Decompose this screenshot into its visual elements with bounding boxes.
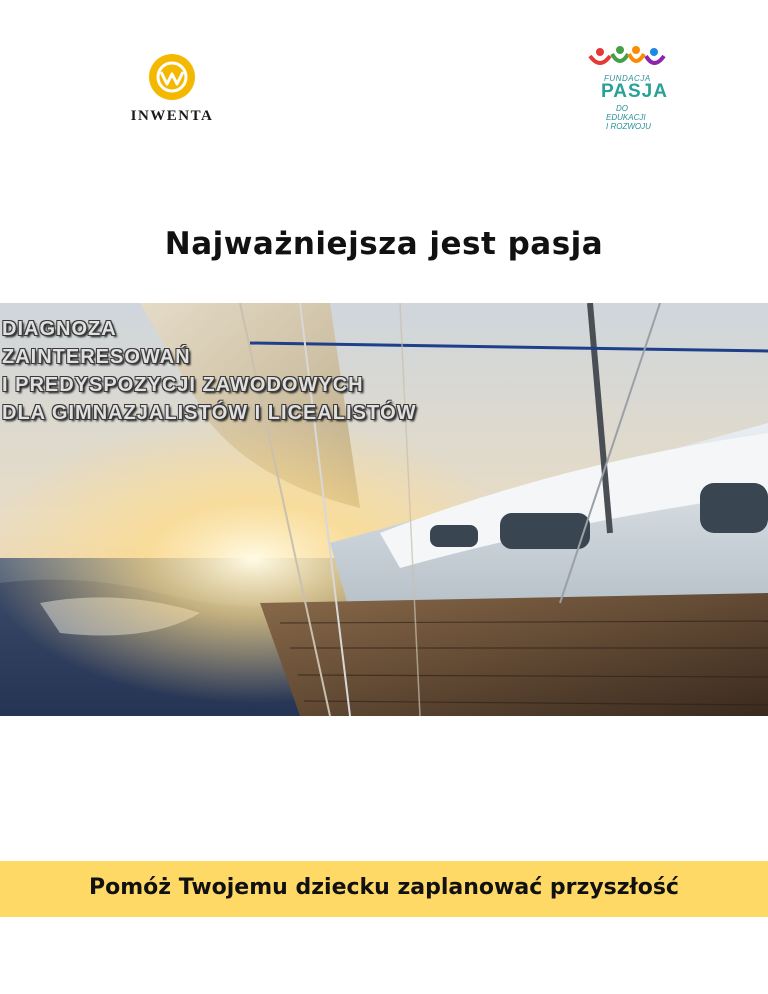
hero-line-2: ZAINTERESOWAŃ <box>2 346 191 368</box>
hero-line-4: DLA GIMNAZJALISTÓW I LICEALISTÓW <box>2 402 417 424</box>
tagline-text: Pomóż Twojemu dziecku zaplanować przyszłość <box>89 875 679 900</box>
pasja-line2: PASJA <box>601 81 668 102</box>
tagline-bar <box>0 861 768 917</box>
pasja-line3: DO <box>616 104 628 113</box>
inwenta-logo <box>110 52 234 132</box>
hero-line-1: DIAGNOZA <box>2 318 117 340</box>
pasja-line1: FUNDACJA <box>604 74 651 83</box>
pasja-line4: EDUKACJI <box>606 113 646 122</box>
inwenta-wordmark: INWENTA <box>130 108 214 124</box>
hero-heading <box>2 315 417 427</box>
fundacja-pasja-logo <box>586 44 670 144</box>
pasja-line5: I ROZWOJU <box>606 122 651 131</box>
people-figures-icon <box>586 44 670 76</box>
page-title: Najważniejsza jest pasja <box>164 226 604 262</box>
hero-line-3: I PREDYSPOZYCJI ZAWODOWYCH <box>2 374 364 396</box>
hero-image <box>0 303 768 716</box>
inwenta-circle-logo-icon <box>147 52 197 102</box>
